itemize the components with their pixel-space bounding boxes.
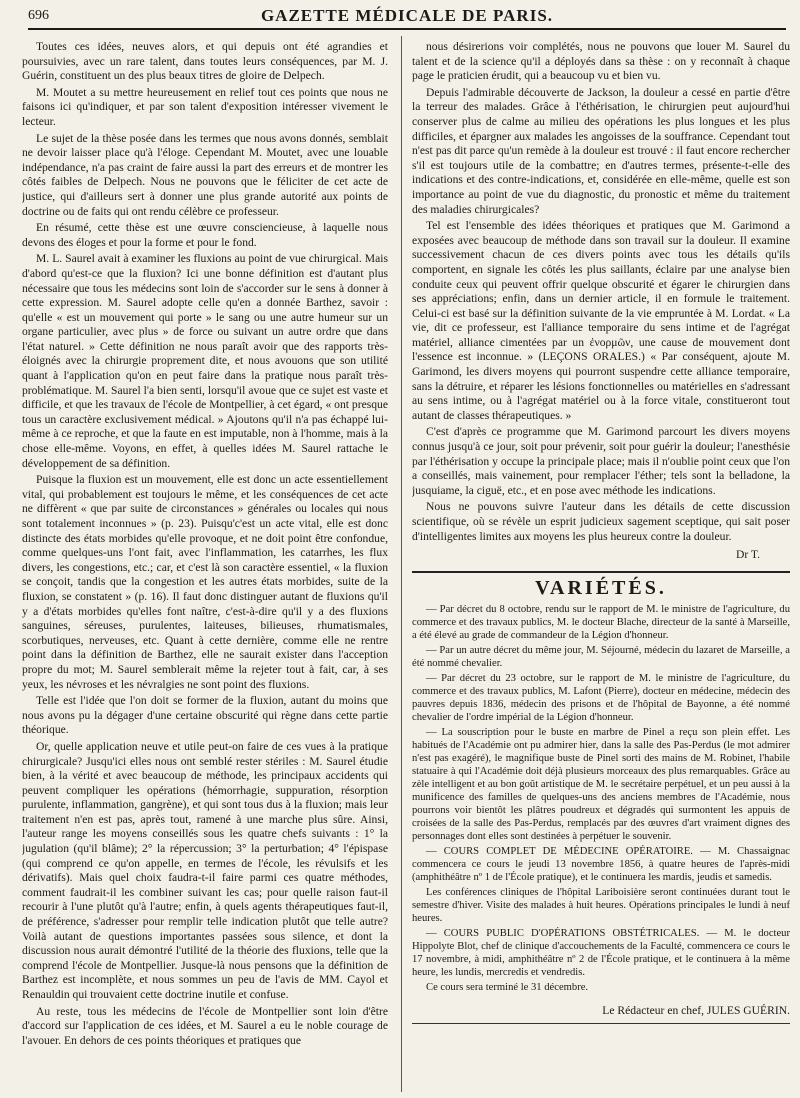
paragraph: Or, quelle application neuve et utile peut-on faire de ces vues à la pratique chirurgicale? Jusqu'ici elles nous ont semblé rester stériles : M. Saurel étudie bien, à la vérité et avec beaucoup de méthode, les principaux accidents qui peuvent compliquer les opérations (hémorrhagie, suppuration, résorption purulente, inflammation, gangrène), et qui sont tous dus à la fluxion; mais leur traitement n'en est pas, après tout, ramené à une marche plus sûre. Ainsi, l'auteur range les moyens conseillés sous les quatre chefs suivants : 1° la jugulation (qu'il blâme); 2° la répercussion; 3° la perturbation; 4° l'épispase (qui comprend ce qu'on appelle, en termes de l'école, les révulsifs et les dérivatifs). Mais quel choix faudra-t-il faire parmi ces quatre méthodes, comment faudrait-il les combiner suivant les cas; pour quelle raison faut-il recourir à l'une plutôt qu'à l'autre; enfin, à quels agents thérapeutiques faut-il, de préférence, s'adresser pour remplir telle indication plutôt que telle autre? Voilà autant de questions importantes passées sous silence, et dont la discussion nous aurait démontré l'utilité de la théorie des fluxions, telle que la comprend l'école de Montpellier. Jusque-là nous pensons que la définition de Barthez est incomplète, et nous sommes un peu de l'avis de MM. Cayol et Renauldin qui trouvaient cette doctrine inutile et confuse. [22, 739, 388, 1001]
news-item: — Par décret du 8 octobre, rendu sur le rapport de M. le ministre de l'agriculture, du commerce et des travaux publics, M. le docteur Blache, directeur de la santé à Marseille, a été élevé au grade de commandeur de la Légion d'honneur. [412, 604, 790, 642]
editor-signature: Le Rédacteur en chef, JULES GUÉRIN. [602, 1004, 790, 1018]
paragraph: Nous ne pouvons suivre l'auteur dans les détails de cette discussion scientifique, où se révèle un esprit judicieux sagement sceptique, qui sait poser d'intelligentes limites aux moyens les plus heureux contre la douleur. [412, 500, 790, 543]
paragraph: Au reste, tous les médecins de l'école de Montpellier sont loin d'être d'accord sur l'application de ces idées, et M. Saurel a eu le noble courage de l'avouer. En dehors de ces points théoriques et pratiques que [22, 1004, 388, 1047]
paragraph: M. Moutet a su mettre heureusement en relief tout ces points que nous ne faisons ici qu'indiquer, et par son talent d'exposition intéresser vivement le lecteur. [22, 85, 388, 128]
paragraph: M. L. Saurel avait à examiner les fluxions au point de vue chirurgical. Mais d'abord qu'est-ce que la fluxion? Ici une bonne définition est d'autant plus nécessaire que tous les médecins sont loin de s'accorder sur le sens à donner à cette expression. M. Saurel adopte celle qu'en a donnée Barthez, savoir : qu'elle « est un mouvement qui porte » le sang ou une autre humeur sur un organe particulier, avec plus » de force ou suivant un autre ordre que dans l'état naturel. » Cette définition ne nous paraît avoir que des rapports très-éloignés avec la chirurgie proprement dite, et nous avouons que son utilité quant à l'application qu'on en peut faire dans la pratique nous paraît très-problématique. M. Saurel l'a bien senti, lorsqu'il avoue que ce sujet est vaste et difficile, et que les travaux de l'école de Montpellier, à cet égard, « ont presque tous un caractère exclusivement médical. » Ajoutons qu'il n'a pas échappé lui-même à ce reproche, et que la faute en est imputable, non à l'homme, mais à la chose elle-même. Voyons, en effet, à quelles idées M. Saurel rattache le développement de sa définition. [22, 252, 388, 470]
paragraph: En résumé, cette thèse est une œuvre consciencieuse, à laquelle nous devons des éloges et pour la forme et pour le fond. [22, 221, 388, 249]
paragraph: Tel est l'ensemble des idées théoriques et pratiques que M. Garimond a exposées avec beaucoup de méthode dans son travail sur la douleur. Il examine successivement chacun de ces divers points avec tous les détails qu'ils comportent, en signale les côtés les plus saillants, éclaire par une analyse bien conduite ceux qui peuvent offrir quelque obscurité et égarer le chirurgien dans ses appréciations; enfin, dans un dernier article, il en formule le traitement. Celui-ci est basé sur la définition suivante de la vie empruntée à M. Lordat. « La vie, dit ce professeur, est l'alliance temporaire du sens intime et de l'agrégat matériel, alliance cimentées par un ἐνορμῶν, une cause de mouvement dont l'essence est inconnue. » (LEÇONS ORALES.) « Par conséquent, ajoute M. Garimond, les divers moyens qui pourront suspendre cette alliance temporaire, sans la détruire, et réparer les lésions fonctionnelles ou matérielles en s'adressant au sens intime, ou à l'agrégat matériel ou à la force vitale, constitueront tout autant de classes thérapeutiques. » [412, 219, 790, 422]
news-item: Ce cours sera terminé le 31 décembre. [426, 982, 589, 994]
column-divider [401, 36, 402, 1092]
page-number: 696 [28, 8, 49, 23]
news-item: — COURS COMPLET DE MÉDECINE OPÉRATOIRE. — M. Chassaignac commencera ce cours le jeudi 13 novembre 1856, à quatre heures de l'après-midi (amphithéâtre nº 1 de l'École pratique), et le continuera les mardis, jeudis et samedis. [412, 846, 790, 884]
varietes-heading: VARIÉTÉS. [535, 576, 667, 599]
journal-title: GAZETTE MÉDICALE DE PARIS. [260, 6, 554, 25]
paragraph: Puisque la fluxion est un mouvement, elle est donc un acte essentiellement vital, qui probablement est toujours le même, et les conséquences de cet acte ne diffèrent « que par suite de circonstances » générales ou locales qui nous sont totalement inconnues » (p. 23). Puisqu'c'est un acte vital, elle est donc distincte des états morbides qu'elle provoque, et ne doit point être confondue, comme quelques-uns l'ont fait, avec l'inflammation, les catarrhes, les flux divers, les congestions, etc.; car, et c'est là son caractère essentiel, « la fluxion se conçoit, tandis que la congestion et les autres états morbides, suite de la fluxion, se constatent » (p. 16). Il faut donc distinguer autant de fluxions qu'il y a d'états morbides qu'elles font naître, c'est-à-dire qu'il y a des fluxions sanguines, séreuses, purulentes, laiteuses, bilieuses, rhumatismales, scorbutiques, nerveuses, etc. Quant à cette dernière, comme elle ne rentre point dans la définition de Barthez, elle ne saurait exister dans l'acception propre du mot; M. Saurel semblerait même la rejeter tout à fait, car, à ses yeux, les névroses et les névralgies ne sont point des fluxions. [22, 473, 388, 691]
paragraph: Le sujet de la thèse posée dans les termes que nous avons donnés, semblait ne devoir laisser place qu'à l'éloge. Cependant M. Moutet, avec une louable indépendance, n'a pas craint de faire aussi la part des erreurs et de montrer les côtés faibles de Delpech. Nous ne pouvons que le féliciter de cet acte de justice, qui d'ailleurs sert à donner une plus grande autorité aux points de doctrine ou de faits qui ont rendu célèbre ce professeur. [22, 131, 388, 218]
paragraph: Telle est l'idée que l'on doit se former de la fluxion, autant du moins que nous avons pu la dégager d'une certaine obscurité qui règne dans cette partie théorique. [22, 694, 388, 737]
left-column [22, 40, 388, 1090]
news-item: — Par un autre décret du même jour, M. Séjourné, médecin du lazaret de Marseille, a été nommé chevalier. [412, 645, 790, 670]
news-section [412, 603, 790, 994]
news-item: — La souscription pour le buste en marbre de Pinel a reçu son plein effet. Les habitués de l'Académie ont pu admirer hier, dans la salle des Pas-Perdus (le mot admirer n'est pas exagéré), le magnifique buste de Pinel sorti des mains de M. Robinet, l'habile statuaire à qui l'Académie doit déjà plusieurs morceaux des plus remarquables. Grâce au zèle intelligent et au bon goût artistique de M. le secrétaire perpétuel, et un peu aussi à la munificence des familles de quelques-uns des anciens membres de l'Académie, nous pourrons voir bientôt les plâtres poudreux et dégradés qui surmontent les appuis de croisées de la salle des Pas-Perdus, remplacés par des œuvres d'art vraiment dignes des personnages dont elles sont destinées à perpétuer le souvenir. [412, 727, 790, 843]
footer-rule [412, 1023, 790, 1024]
paragraph: Toutes ces idées, neuves alors, et qui depuis ont été agrandies et poursuivies, avec un rare talent, dans toutes leurs conséquences, par M. J. Guérin, constituent un des plus beaux titres de gloire de Delpech. [22, 40, 388, 83]
paragraph: nous désirerions voir complétés, nous ne pouvons que louer M. Saurel du talent et de la science qu'il a déployés dans sa thèse : on y reconnaît à chaque page le praticien érudit, qui a beaucoup vu et bien vu. [412, 40, 790, 83]
paragraph: Depuis l'admirable découverte de Jackson, la douleur a cessé en partie d'être la terreur des malades. Grâce à l'éthérisation, le chirurgien peut aujourd'hui conserver plus de calme au milieu des opérations les plus longues et les plus difficiles, et épargner aux malades les angoisses de la souffrance. Cependant tout n'est pas dit parce qu'un remède à la douleur est trouvé : il faut encore rechercher s'il est toujours utile de la combattre; en d'autres termes, présente-t-elle des indications et des contre-indications, et, considérée en elle-même, quelle est son importance au point de vue du diagnostic, du pronostic et même du traitement des maladies chirurgicales? [412, 85, 790, 216]
right-column [412, 40, 790, 1090]
section-rule [412, 571, 790, 573]
page-header [28, 6, 786, 30]
news-item: — Par décret du 23 octobre, sur le rapport de M. le ministre de l'agriculture, du commerce et des travaux publics, M. Lafont (Pierre), docteur en médecine, médecin des pauvres depuis 1836, médecin des prisons et de l'hôpital de Bayonne, a été nommé chevalier de l'ordre impérial de la Légion d'honneur. [412, 673, 790, 724]
news-item: Les conférences cliniques de l'hôpital Lariboisière seront continuées durant tout le semestre d'hiver. Visite des malades à huit heures. Opérations principales le lundi à neuf heures. [412, 887, 790, 925]
author-signature: Dr T. [735, 548, 760, 562]
paragraph: C'est d'après ce programme que M. Garimond parcourt les divers moyens connus jusqu'à ce jour, soit pour prévenir, soit pour guérir la douleur; l'anesthésie par l'éthérisation y occupe la principale place; mais il n'oublie point ceux que l'on a conseillés, mais vainement, pour remplacer l'éther; tels sont la belladone, la jusquiame, la ciguë, etc., et en pose avec méthode les indications. [412, 425, 790, 497]
news-item: — COURS PUBLIC D'OPÉRATIONS OBSTÉTRICALES. — M. le docteur Hippolyte Blot, chef de clinique d'accouchements de la Faculté, commencera ce cours le 17 novembre, à midi, amphithéâtre nº 2 de l'École pratique, et le continuera à la même heure, les lundis, mercredis et vendredis. [412, 928, 790, 979]
